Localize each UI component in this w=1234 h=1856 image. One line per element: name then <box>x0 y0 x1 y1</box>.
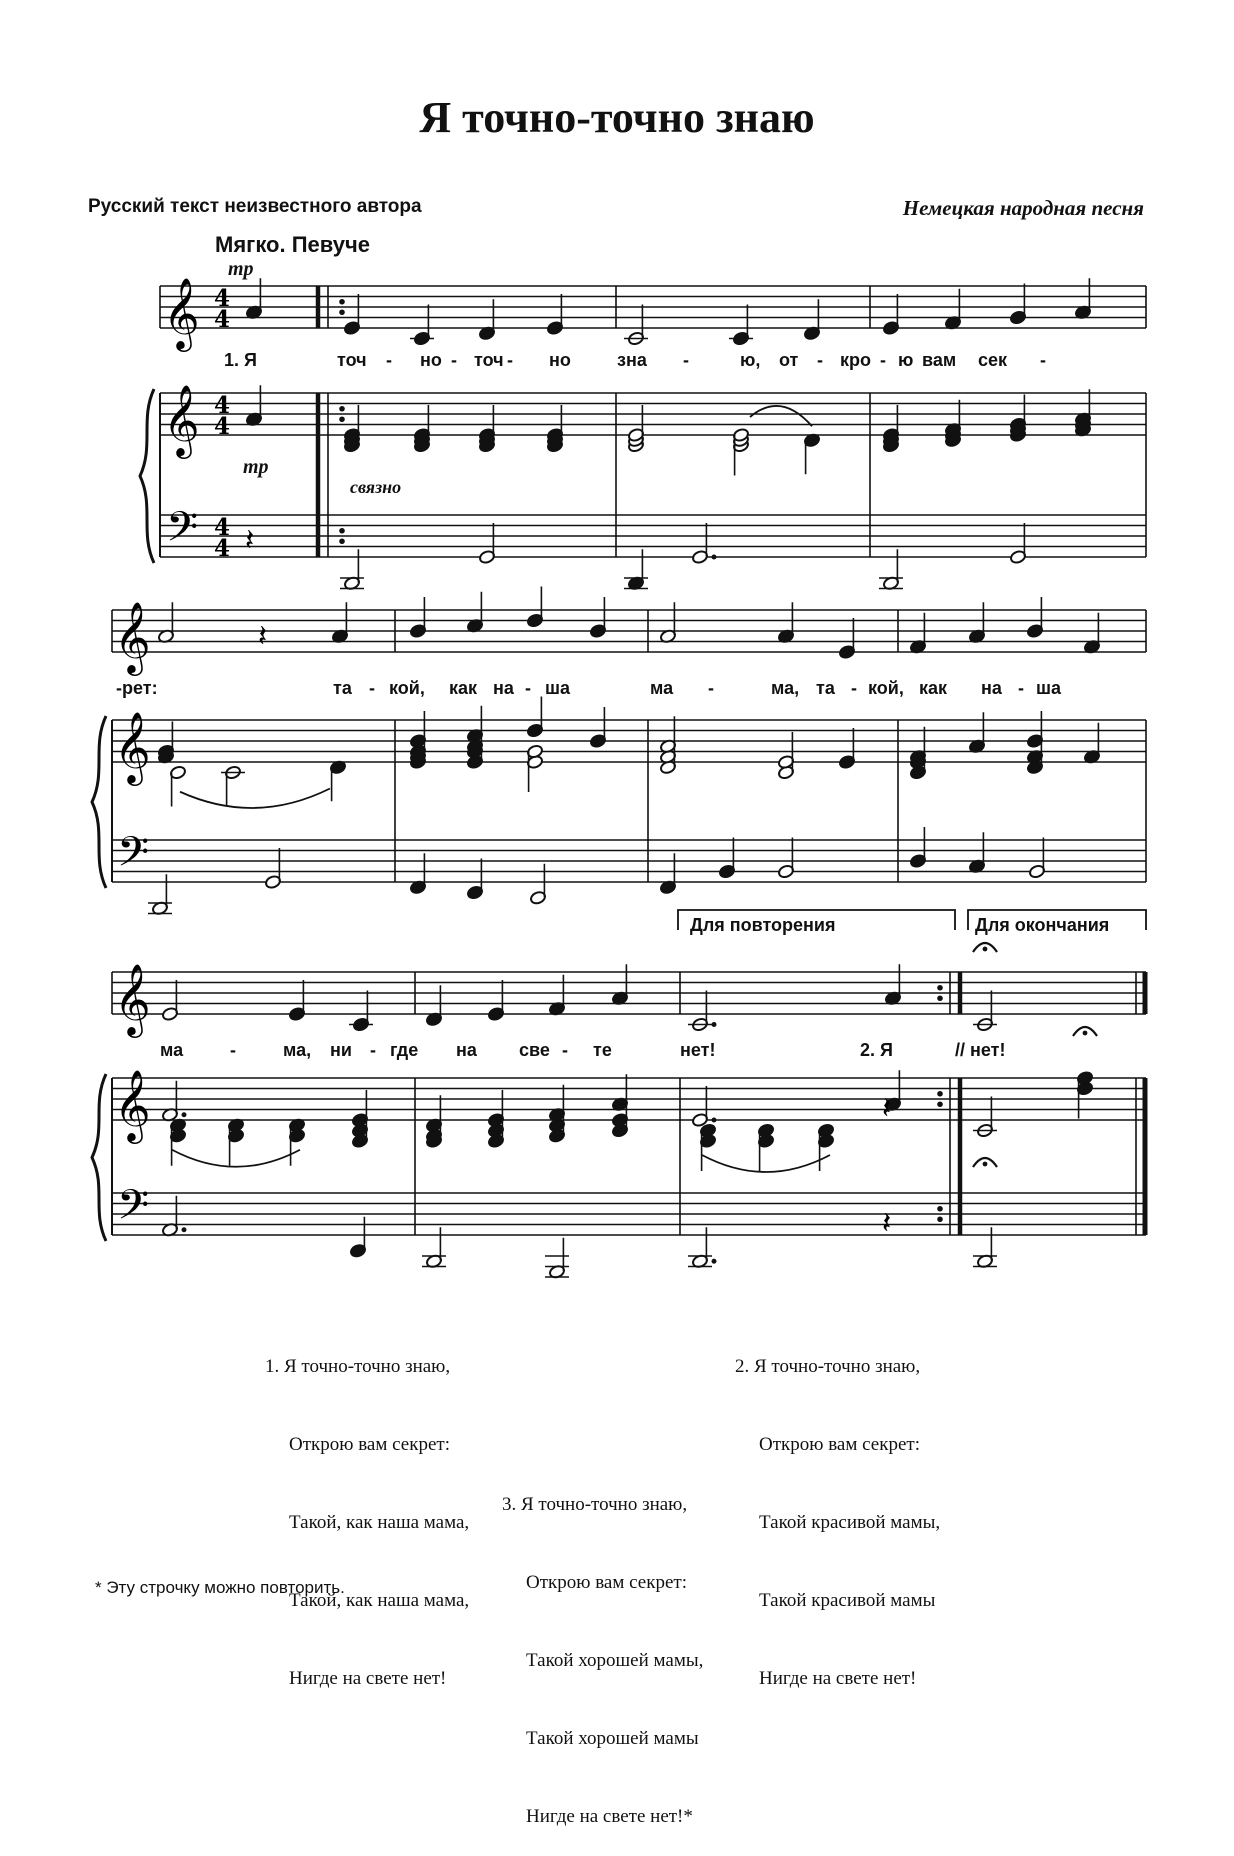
verse-3 <box>502 1440 703 1856</box>
dot <box>182 1227 187 1232</box>
lyric-syllable: от <box>779 350 799 370</box>
repeat-dot <box>937 995 943 1001</box>
treble-clef: 𝄞 <box>114 710 151 783</box>
lyric-syllable: ни <box>330 1040 352 1060</box>
lyric-syllable: ша <box>545 678 571 698</box>
time-signature-top: 4 <box>214 514 231 541</box>
verse-line: Такой, как наша мама, <box>289 1512 470 1533</box>
dot <box>712 1259 717 1264</box>
treble-clef: 𝄞 <box>163 383 200 456</box>
lyric-syllable: ма, <box>771 678 800 698</box>
lyric-syllable: на <box>493 678 514 698</box>
lyric-syllable: сек <box>978 350 1008 370</box>
lyric-syllable: 2. Я <box>860 1040 893 1060</box>
piano-brace <box>92 1074 106 1241</box>
repeat-dot <box>339 416 345 422</box>
lyric-syllable: - <box>369 678 375 698</box>
lyric-syllable: но <box>420 350 442 370</box>
verse-line: Такой красивой мамы <box>759 1590 936 1611</box>
lyric-syllable: ша <box>1036 678 1062 698</box>
lyric-syllable: кой, <box>868 678 904 698</box>
verse-line: Такой хорошей мамы <box>526 1728 699 1749</box>
lyric-syllable: - <box>851 678 857 698</box>
verse-line: Такой красивой мамы, <box>759 1512 941 1533</box>
verse-line: Такой, как наша мама, <box>289 1590 470 1611</box>
dynamic-mp-piano: mp <box>243 456 269 478</box>
lyric-syllable: кой, <box>389 678 425 698</box>
repeat-dot <box>937 1216 943 1222</box>
lyric-syllable: ма <box>650 678 674 698</box>
verse-line: Нигде на свете нет! <box>289 1668 447 1689</box>
lyric-syllable: где <box>390 1040 419 1060</box>
lyrics-credit: Русский текст неизвестного автора <box>88 196 422 217</box>
bass-clef: 𝄢 <box>166 503 199 561</box>
repeat-dot <box>339 528 345 534</box>
fermata-dot <box>983 1162 988 1167</box>
repeat-dot <box>339 299 345 305</box>
footnote: * Эту строчку можно повторить. <box>95 1578 345 1597</box>
repeat-dot <box>339 538 345 544</box>
lyric-syllable: - <box>451 350 457 370</box>
dynamic-mp-voice: mp <box>228 258 254 280</box>
repeat-dot <box>937 1101 943 1107</box>
treble-clef: 𝄞 <box>163 276 200 349</box>
verse-line: Нигде на свете нет! <box>759 1668 917 1689</box>
lyric-syllable: - <box>880 350 886 370</box>
verse-2 <box>735 1302 940 1718</box>
verse-line: Открою вам секрет: <box>526 1572 687 1593</box>
lyric-syllable: та <box>333 678 352 698</box>
tempo-marking: Мягко. Певуче <box>215 232 370 257</box>
lyric-syllable: све <box>519 1040 550 1060</box>
repeat-dot <box>937 1206 943 1212</box>
treble-clef: 𝄞 <box>114 962 151 1035</box>
dot <box>712 1022 717 1027</box>
music-credit: Немецкая народная песня <box>902 196 1144 220</box>
treble-clef: 𝄞 <box>114 600 151 673</box>
bass-clef: 𝄢 <box>117 828 150 886</box>
slur <box>702 1155 830 1172</box>
lyric-syllable: - <box>562 1040 568 1060</box>
dot <box>712 1118 717 1123</box>
time-signature-bottom: 4 <box>214 306 231 333</box>
lyric-syllable: та <box>816 678 835 698</box>
quarter-rest: 𝄽 <box>882 1091 892 1126</box>
lyric-syllable: на <box>456 1040 477 1060</box>
lyric-syllable: - <box>683 350 689 370</box>
lyric-syllable: - <box>708 678 714 698</box>
quarter-rest: 𝄽 <box>245 523 255 558</box>
lyric-syllable: нет! <box>680 1040 716 1060</box>
verse-line: 2. Я точно-точно знаю, <box>735 1356 921 1377</box>
piano-brace <box>140 389 154 563</box>
lyric-syllable: ма, <box>283 1040 312 1060</box>
lyric-syllable: ма <box>160 1040 184 1060</box>
dot <box>182 1112 187 1117</box>
lyric-syllable: - <box>525 678 531 698</box>
verse-line: Открою вам секрет: <box>759 1434 920 1455</box>
lyric-syllable: - <box>1018 678 1024 698</box>
repeat-dot <box>937 1091 943 1097</box>
lyric-syllable: - <box>386 350 392 370</box>
repeat-dot <box>339 406 345 412</box>
lyric-syllable: - <box>507 350 513 370</box>
slur <box>172 1150 300 1167</box>
lyric-syllable: кро <box>840 350 871 370</box>
lyric-syllable: вам <box>922 350 957 370</box>
quarter-rest: 𝄽 <box>882 1206 892 1241</box>
verse-line: 1. Я точно-точно знаю, <box>265 1356 451 1377</box>
slur <box>180 789 330 808</box>
verse-line: Нигде на свете нет!* <box>526 1806 693 1827</box>
fermata-dot <box>1083 1031 1088 1036</box>
lyric-syllable: ю <box>898 350 914 370</box>
verse-line: Такой хорошей мамы, <box>526 1650 704 1671</box>
verse-line: Открою вам секрет: <box>289 1434 450 1455</box>
lyric-syllable: - <box>370 1040 376 1060</box>
lyric-syllable: -рет: <box>116 678 158 698</box>
verse-line: 3. Я точно-точно знаю, <box>502 1494 688 1515</box>
time-signature-bottom: 4 <box>214 413 231 440</box>
lyric-syllable: - <box>230 1040 236 1060</box>
quarter-rest: 𝄽 <box>258 619 268 654</box>
volta-second-label: Для окончания <box>975 915 1110 935</box>
slur <box>750 406 812 426</box>
lyric-syllable: зна <box>617 350 647 370</box>
lyric-syllable: как <box>449 678 478 698</box>
time-signature-top: 4 <box>214 285 231 312</box>
dot <box>712 555 717 560</box>
lyric-syllable: 1. Я <box>224 350 257 370</box>
lyric-syllable: точ <box>337 350 367 370</box>
time-signature-bottom: 4 <box>214 535 231 562</box>
lyric-syllable: как <box>919 678 948 698</box>
repeat-dot <box>339 309 345 315</box>
repeat-dot <box>937 985 943 991</box>
lyric-syllable: те <box>593 1040 612 1060</box>
bass-clef: 𝄢 <box>117 1181 150 1239</box>
lyric-syllable: - <box>1040 350 1046 370</box>
expression-marking: связно <box>350 477 402 497</box>
volta-first-label: Для повторения <box>690 915 836 935</box>
time-signature-top: 4 <box>214 392 231 419</box>
lyric-syllable: но <box>549 350 571 370</box>
lyric-syllable: точ <box>474 350 504 370</box>
lyric-syllable: - <box>817 350 823 370</box>
treble-clef: 𝄞 <box>114 1068 151 1141</box>
piano-brace <box>92 716 106 888</box>
lyric-syllable: // нет! <box>955 1040 1006 1060</box>
lyric-syllable: ю, <box>740 350 761 370</box>
song-title: Я точно-точно знаю <box>419 93 815 142</box>
fermata-dot <box>983 947 988 952</box>
verse-1 <box>265 1302 469 1718</box>
lyric-syllable: на <box>981 678 1002 698</box>
